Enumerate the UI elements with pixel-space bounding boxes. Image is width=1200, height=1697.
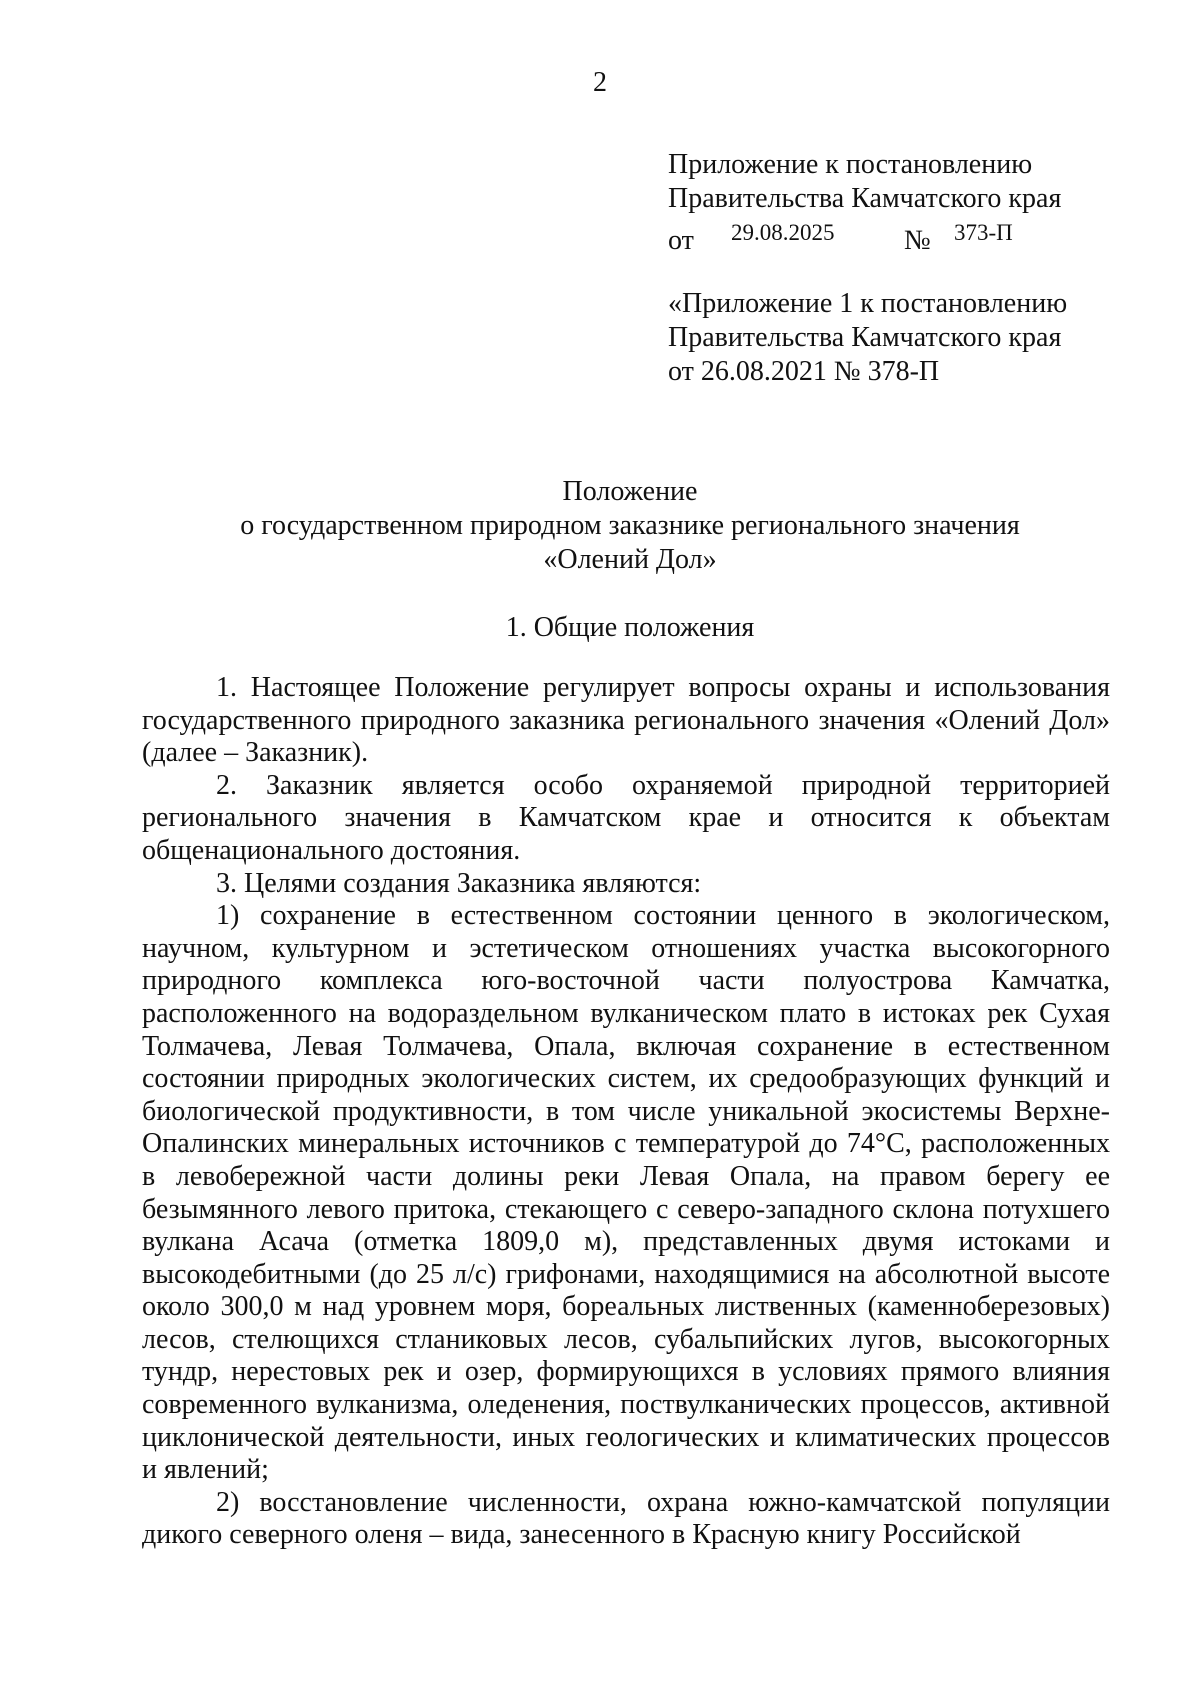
title-line2: о государственном природном заказнике регионального значения xyxy=(240,510,1020,541)
number-value: 373-П xyxy=(954,220,1013,245)
appendix-header-new xyxy=(668,148,1108,256)
title-line3: «Олений Дол» xyxy=(543,544,717,575)
appendix-old-line1: «Приложение 1 к постановлению xyxy=(668,288,1068,319)
document-title xyxy=(0,475,1200,577)
paragraph: 1) сохранение в естественном состоянии ценного в экологическом, научном, культурном и эстетическом отношениях участка высокогорного природного комплекса юго-восточной части полуострова Камчатка, расположенного на водораздельном вулканическом плато в истоках рек Сухая Толмачева, Левая Толмачева, Опала, включая сохранение в естественном состоянии природных экологических систем, их средообразующих функций и биологической продуктивности, в том числе уникальной экосистемы Верхне-Опалинских минеральных источников с температурой до 74°С, расположенных в левобережной части долины реки Левая Опала, на правом берегу ее безымянного левого притока, стекающего с северо-западного склона потухшего вулкана Асача (отметка 1809,0 м), представленных двумя истоками и высокодебитными (до 25 л/с) грифонами, находящимися на абсолютной высоте около 300,0 м над уровнем моря, бореальных лиственных (каменноберезовых) лесов, стелющихся стланиковых лесов, субальпийских лугов, высокогорных тундр, нерестовых рек и озер, формирующихся в условиях прямого влияния современного вулканизма, оледенения, поствулканических процессов, активной циклонической деятельности, иных геологических и климатических процессов и явлений; xyxy=(142,900,1110,1486)
paragraph: 2) восстановление численности, охрана южно-камчатской популяции дикого северного оленя – вида, занесенного в Красную книгу Российской xyxy=(142,1486,1110,1551)
appendix-header-old xyxy=(668,287,1108,389)
page-number: 2 xyxy=(593,67,607,98)
appendix-new-date-row xyxy=(668,216,1108,256)
paragraph: 3. Целями создания Заказника являются: xyxy=(216,867,702,899)
date-value: 29.08.2025 xyxy=(731,220,835,245)
section-heading: 1. Общие положения xyxy=(505,612,755,643)
appendix-new-line1: Приложение к постановлению xyxy=(668,149,1033,180)
title-line1: Положение xyxy=(562,476,698,507)
appendix-old-line3: от 26.08.2021 № 378-П xyxy=(668,356,940,387)
number-sign: № xyxy=(904,225,931,256)
paragraph: 1. Настоящее Положение регулирует вопросы охраны и использования государственного природного заказника регионального значения «Олений Дол» (далее – Заказник). xyxy=(142,672,1110,769)
appendix-old-line2: Правительства Камчатского края xyxy=(668,322,1062,353)
paragraph: 2. Заказник является особо охраняемой природной территорией регионального значения в Камчатском крае и относится к объектам общенационального достояния. xyxy=(142,769,1110,866)
body-text xyxy=(142,672,1110,1552)
date-prefix: от xyxy=(668,225,694,256)
appendix-new-line2: Правительства Камчатского края xyxy=(668,183,1062,214)
